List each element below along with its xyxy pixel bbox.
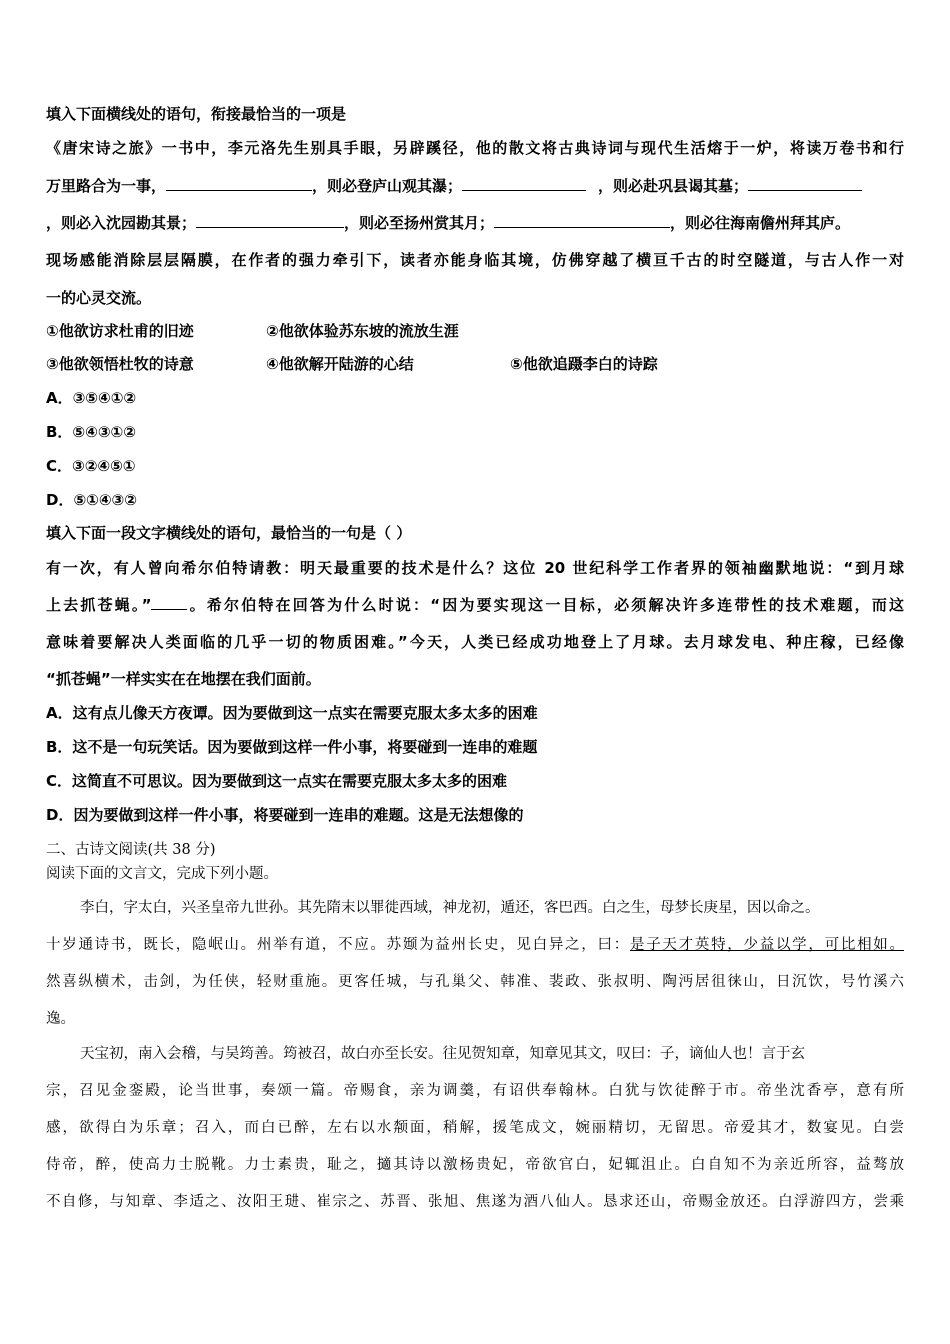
q1-text-segment: 万里路合为一事，	[46, 177, 167, 195]
passage-p1-line-2	[46, 933, 904, 954]
q1-item-3: ③他欲领悟杜牧的诗意	[46, 355, 194, 373]
q1-text-segment: ，则必至扬州赏其月；	[344, 214, 495, 232]
section-title: 二、古诗文阅读(共 38 分)	[46, 842, 216, 858]
q1-paragraph-line-1: 《唐宋诗之旅》一书中，李元洛先生别具手眼，另辟蹊径，他的散文将古典诗词与现代生活熔于一炉，将读万卷书和行	[46, 139, 904, 157]
q1-item-4: ④他欲解开陆游的心结	[266, 355, 414, 373]
q1-paragraph-line-2	[46, 175, 862, 196]
q2-option-d[interactable]: D．因为要做到这样一件小事，将要碰到一连串的难题。这是无法想像的	[46, 806, 524, 824]
q1-text-segment: ，则必赴巩县谒其墓；	[598, 177, 749, 195]
q2-paragraph-line-3: 意味着要解决人类面临的几乎一切的物质困难。”今天，人类已经成功地登上了月球。去月球发电、种庄稼，已经像	[46, 633, 904, 651]
blank-line-1	[166, 175, 312, 191]
passage-p1-line-3: 然喜纵横术，击剑，为任侠，轻财重施。更客任城，与孔巢父、韩准、裴政、张叔明、陶沔居徂徕山，日沉饮，号竹溪六	[46, 974, 904, 990]
passage-p2-line-3: 感，欲得白为乐章；召入，而白已醉，左右以水颒面，稍解，援笔成文，婉丽精切，无留思。帝爱其才，数宴见。白尝	[46, 1120, 904, 1136]
blank-line-3	[748, 175, 862, 191]
passage-p1-line-1: 李白，字太白，兴圣皇帝九世孙。其先隋末以罪徙西域，神龙初，遁还，客巴西。白之生，母梦长庚星，因以命之。	[80, 900, 820, 916]
q1-option-d[interactable]: D．⑤①④③②	[46, 491, 137, 509]
q2-option-b[interactable]: B．这不是一句玩笑话。因为要做到这样一件小事，将要碰到一连串的难题	[46, 738, 538, 756]
passage-text-segment: 十岁通诗书，既长，隐岷山。州举有道，不应。苏颋为益州长史，见白异之，曰：	[46, 937, 630, 953]
q1-item-5: ⑤他欲追蹑李白的诗踪	[510, 355, 658, 373]
q1-text-segment: ，则必登庐山观其瀑；	[312, 177, 463, 195]
q1-paragraph-line-5: 一的心灵交流。	[46, 289, 152, 307]
q2-text-segment: 。希尔伯特在回答为什么时说：“因为要实现这一目标，必须解决许多连带性的技术难题，而这	[187, 596, 905, 614]
q2-paragraph-line-2	[46, 594, 904, 615]
passage-p2-line-4: 侍帝，醉，使高力士脱靴。力士素贵，耻之，擿其诗以激杨贵妃，帝欲官白，妃辄沮止。白自知不为亲近所容，益骜放	[46, 1157, 904, 1173]
blank-line-2	[462, 175, 586, 191]
q1-option-b[interactable]: B．⑤④③①②	[46, 423, 136, 441]
q1-prompt: 填入下面横线处的语句，衔接最恰当的一项是	[46, 105, 347, 123]
blank-line-4	[196, 212, 344, 228]
q1-text-segment: ，则必往海南儋州拜其庐。	[670, 214, 851, 232]
q2-paragraph-line-4: “抓苍蝇”一样实实在在地摆在我们面前。	[46, 670, 321, 688]
q1-option-c[interactable]: C．③②④⑤①	[46, 457, 136, 475]
passage-p2-line-1: 天宝初，南入会稽，与吴筠善。筠被召，故白亦至长安。往见贺知章，知章见其文，叹曰：子，谪仙人也！言于玄	[80, 1046, 805, 1062]
q1-item-2: ②他欲体验苏东坡的流放生涯	[266, 322, 459, 340]
section-intro: 阅读下面的文言文，完成下列小题。	[46, 866, 278, 882]
passage-p2-line-2: 宗，召见金銮殿，论当世事，奏颂一篇。帝赐食，亲为调羹，有诏供奉翰林。白犹与饮徒醉于市。帝坐沈香亭，意有所	[46, 1083, 904, 1099]
q1-text-segment: ，则必入沈园勘其景；	[46, 214, 197, 232]
q1-option-a[interactable]: A．③⑤④①②	[46, 389, 137, 407]
blank-line-6	[151, 594, 187, 610]
passage-p2-line-5: 不自修，与知章、李适之、汝阳王琎、崔宗之、苏晋、张旭、焦遂为酒八仙人。恳求还山，帝赐金放还。白浮游四方，尝乘	[46, 1194, 904, 1210]
blank-line-5	[494, 212, 670, 228]
q2-option-a[interactable]: A．这有点儿像天方夜谭。因为要做到这一点实在需要克服太多太多的困难	[46, 704, 538, 722]
q2-paragraph-line-1: 有一次，有人曾向希尔伯特请教：明天最重要的技术是什么？这位 20 世纪科学工作者界的领袖幽默地说：“到月球	[46, 559, 904, 577]
underlined-sentence: 是子天才英特，少益以学，可比相如。	[629, 937, 905, 953]
q1-item-1: ①他欲访求杜甫的旧迹	[46, 322, 194, 340]
q2-option-c[interactable]: C．这简直不可思议。因为要做到这一点实在需要克服太多太多的困难	[46, 772, 508, 790]
q2-prompt: 填入下面一段文字横线处的语句，最恰当的一句是（ ）	[46, 524, 412, 542]
passage-p1-line-4: 逸。	[46, 1011, 75, 1027]
q1-paragraph-line-4: 现场感能消除层层隔膜，在作者的强力牵引下，读者亦能身临其境，仿佛穿越了横亘千古的时空隧道，与古人作一对	[46, 251, 904, 269]
q1-paragraph-line-3	[46, 212, 850, 233]
q2-text-segment: 上去抓苍蝇。”	[46, 596, 152, 614]
